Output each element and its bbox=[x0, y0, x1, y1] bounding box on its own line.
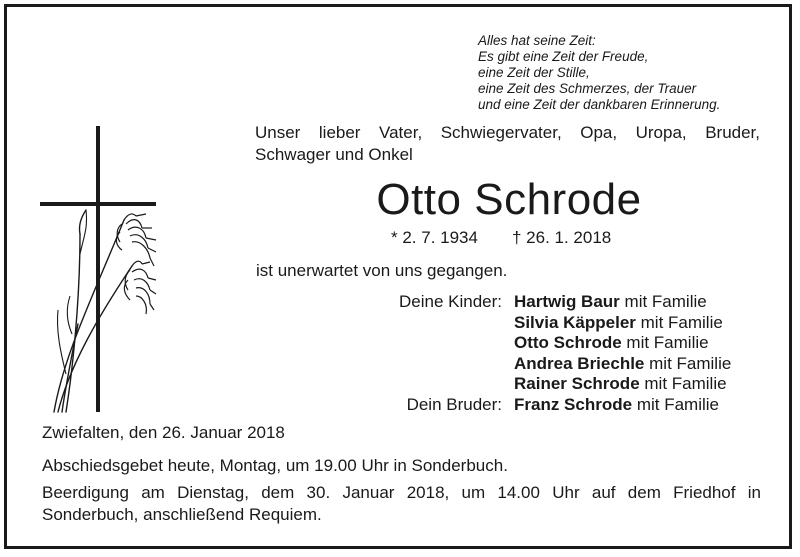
family-list bbox=[300, 292, 731, 415]
list-item bbox=[300, 292, 731, 313]
poem-line: und eine Zeit der dankbaren Erinnerung. bbox=[478, 97, 721, 112]
place-date: Zwiefalten, den 26. Januar 2018 bbox=[42, 423, 285, 442]
list-item bbox=[300, 395, 731, 416]
family-member: Franz Schrode bbox=[514, 394, 633, 414]
family-member: Silvia Käppeler bbox=[514, 312, 636, 332]
list-item bbox=[300, 333, 731, 354]
list-item bbox=[300, 354, 731, 375]
family-suffix: mit Familie bbox=[649, 353, 732, 373]
family-suffix: mit Familie bbox=[644, 374, 727, 393]
intro-line: Schwager und Onkel bbox=[255, 145, 413, 164]
family-member: Rainer Schrode bbox=[514, 374, 640, 393]
family-suffix: mit Familie bbox=[626, 333, 709, 352]
family-member: Hartwig Baur bbox=[514, 292, 620, 311]
family-member: Andrea Briechle bbox=[514, 353, 645, 373]
birth-date: * 2. 7. 1934 bbox=[391, 228, 478, 247]
family-member: Otto Schrode bbox=[514, 333, 622, 352]
burial-line: Sonderbuch, anschließend Requiem. bbox=[42, 505, 322, 524]
deceased-name: Otto Schrode bbox=[376, 175, 642, 224]
poem-line: eine Zeit der Stille, bbox=[478, 65, 590, 80]
children-label: Deine Kinder: bbox=[398, 292, 502, 311]
intro-text bbox=[255, 122, 760, 166]
brother-label: Dein Bruder: bbox=[406, 394, 502, 414]
burial-info bbox=[42, 482, 761, 526]
death-date: † 26. 1. 2018 bbox=[512, 228, 612, 247]
passing-text: ist unerwartet von uns gegangen. bbox=[256, 261, 508, 280]
family-suffix: mit Familie bbox=[624, 292, 707, 311]
list-item bbox=[300, 313, 731, 334]
poem-verse bbox=[478, 33, 720, 113]
family-suffix: mit Familie bbox=[636, 394, 719, 414]
list-item bbox=[300, 374, 731, 395]
intro-line: Unser lieber Vater, Schwiegervater, Opa, Uropa, Bruder, bbox=[255, 123, 760, 142]
poem-line: Alles hat seine Zeit: bbox=[478, 33, 596, 48]
family-suffix: mit Familie bbox=[640, 312, 723, 332]
prayer-info: Abschiedsgebet heute, Montag, um 19.00 Uhr in Sonderbuch. bbox=[42, 456, 508, 475]
poem-line: Es gibt eine Zeit der Freude, bbox=[478, 49, 649, 64]
burial-line: Beerdigung am Dienstag, dem 30. Januar 2018, um 14.00 Uhr auf dem Friedhof in bbox=[42, 483, 761, 502]
cross-with-wheat-icon bbox=[36, 124, 166, 419]
poem-line: eine Zeit des Schmerzes, der Trauer bbox=[478, 81, 697, 96]
